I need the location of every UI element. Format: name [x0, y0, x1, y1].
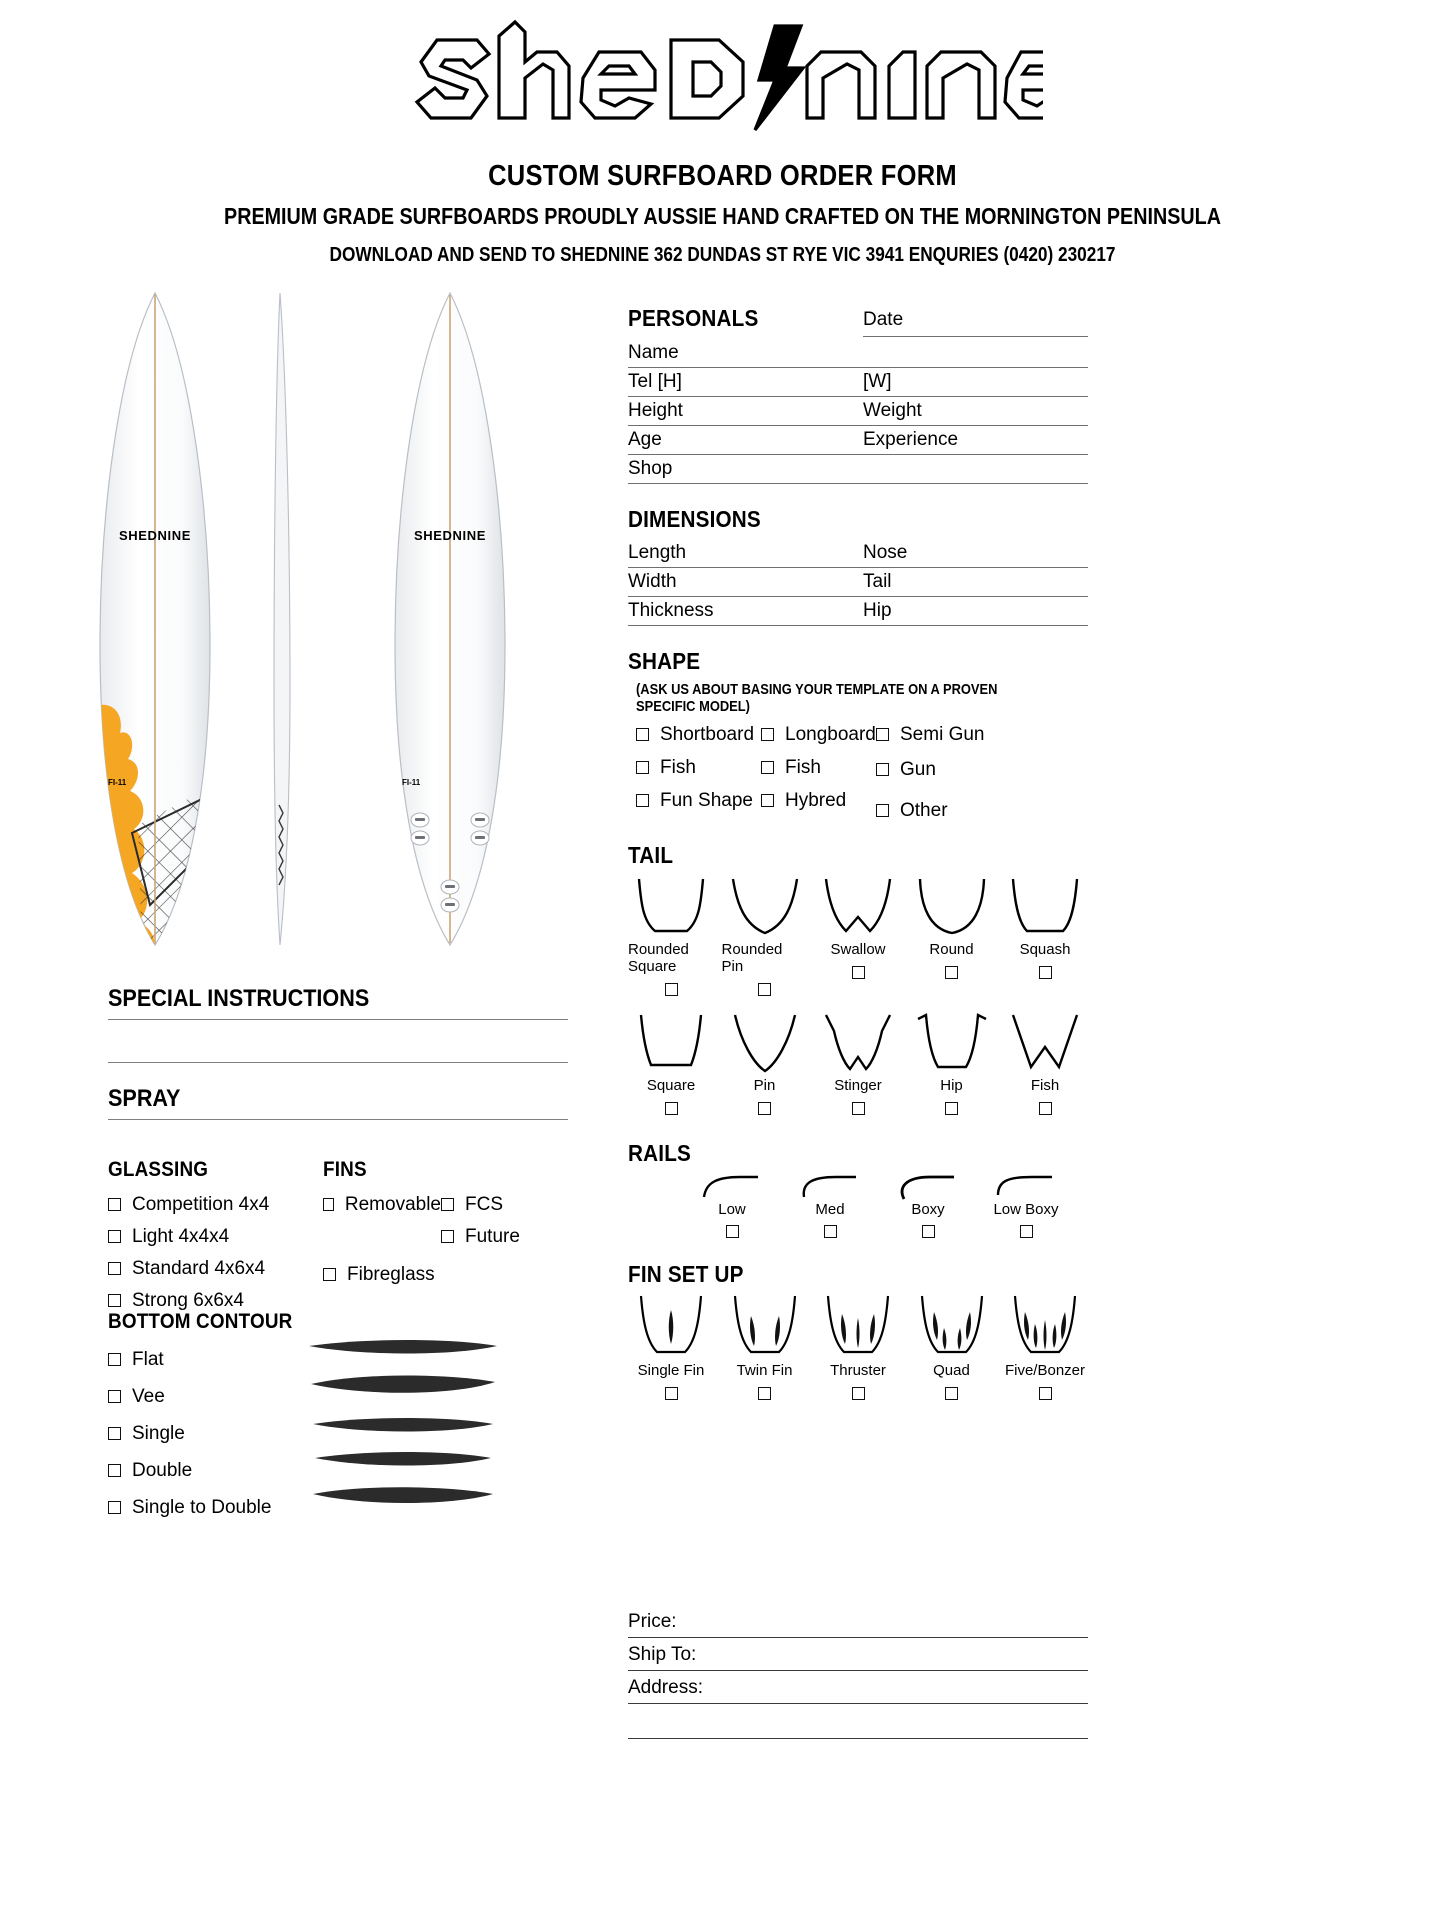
- field-label-left: Shop: [628, 458, 673, 479]
- field-row[interactable]: [628, 539, 1088, 568]
- checkbox-icon[interactable]: [876, 763, 889, 776]
- shape-heading: SHAPE: [628, 648, 701, 674]
- shape-option-semi-gun[interactable]: [876, 725, 996, 744]
- checkbox-icon[interactable]: [636, 728, 649, 741]
- rail-option-low[interactable]: [683, 1173, 781, 1241]
- page-title: CUSTOM SURFBOARD ORDER FORM: [488, 160, 957, 192]
- tail-hip-icon: [910, 1013, 994, 1075]
- field-label-right: Experience: [863, 429, 959, 450]
- option-label: Thruster: [830, 1362, 886, 1379]
- option-label: Competition 4x4: [132, 1194, 270, 1215]
- tail-option-round[interactable]: [909, 877, 995, 999]
- checkbox-icon[interactable]: [108, 1353, 121, 1366]
- glassing-options: [108, 1195, 323, 1310]
- glassing-option-light[interactable]: [108, 1227, 323, 1246]
- field-label-left: Age: [628, 429, 662, 450]
- option-label: Stinger: [834, 1077, 882, 1094]
- field-label-right: Weight: [863, 400, 922, 421]
- option-label: Rounded Square: [628, 941, 689, 975]
- checkbox-icon[interactable]: [876, 804, 889, 817]
- checkbox-icon[interactable]: [108, 1501, 121, 1514]
- option-label: Rounded Pin: [721, 941, 783, 975]
- field-row[interactable]: [628, 568, 1088, 597]
- checkbox-icon[interactable]: [852, 966, 865, 979]
- option-label: Flat: [132, 1349, 164, 1370]
- option-label: Fun Shape: [660, 790, 753, 811]
- fin-option-quad[interactable]: [909, 1294, 995, 1403]
- fin-option-thruster[interactable]: [815, 1294, 901, 1403]
- tail-option-stinger[interactable]: [815, 1013, 901, 1118]
- option-label: Squash: [1019, 941, 1071, 958]
- checkbox-icon[interactable]: [1039, 966, 1052, 979]
- checkbox-icon[interactable]: [441, 1230, 454, 1243]
- checkbox-icon[interactable]: [108, 1294, 121, 1307]
- checkbox-icon[interactable]: [761, 794, 774, 807]
- brand-logo: [0, 18, 1445, 138]
- personals-header: [628, 305, 1088, 339]
- personals-heading: PERSONALS: [628, 305, 759, 331]
- rail-option-med[interactable]: [781, 1173, 879, 1241]
- shape-column-2: [761, 725, 876, 820]
- option-label: Single: [132, 1423, 185, 1444]
- svg-text:SHEDNINE: SHEDNINE: [414, 528, 486, 543]
- option-label: Longboard: [785, 724, 876, 745]
- option-label: Removable: [344, 1194, 441, 1215]
- shape-column-1: [636, 725, 761, 820]
- option-label: Single to Double: [132, 1497, 272, 1518]
- spray-line[interactable]: [108, 1119, 568, 1120]
- rail-low-icon: [700, 1173, 764, 1203]
- fin-five-bonzer-icon: [1005, 1294, 1085, 1360]
- shape-option-shortboard[interactable]: [636, 725, 761, 744]
- option-label: Fish: [785, 757, 821, 778]
- svg-text:SHEDNINE: SHEDNINE: [119, 528, 191, 543]
- option-label: Quad: [933, 1362, 970, 1379]
- field-label-left: Tel [H]: [628, 371, 682, 392]
- fins-option-fcs[interactable]: [441, 1195, 531, 1214]
- glassing-option-strong[interactable]: [108, 1291, 323, 1310]
- option-label: Double: [132, 1460, 193, 1481]
- field-label-right: Tail: [863, 571, 892, 592]
- contour-single-to-double-icon: [313, 1487, 493, 1503]
- tail-round-icon: [910, 877, 994, 939]
- date-field[interactable]: [863, 309, 1088, 337]
- checkbox-icon[interactable]: [441, 1198, 454, 1211]
- shape-option-fun-shape[interactable]: [636, 791, 761, 810]
- field-label: Price:: [628, 1611, 677, 1632]
- fin-setup-heading: FIN SET UP: [628, 1261, 744, 1287]
- contour-double-icon: [315, 1452, 491, 1466]
- checkbox-icon[interactable]: [108, 1390, 121, 1403]
- field-label-left: Height: [628, 400, 683, 421]
- bottom-contour-section: [108, 1310, 578, 1517]
- option-label: Swallow: [830, 941, 886, 958]
- board-illustrations: [80, 285, 600, 960]
- field-label: Address:: [628, 1677, 703, 1698]
- address-field-line-2[interactable]: [628, 1704, 1088, 1739]
- tail-option-swallow[interactable]: [815, 877, 901, 999]
- checkbox-icon[interactable]: [108, 1427, 121, 1440]
- field-label-left: Width: [628, 571, 677, 592]
- option-label: Boxy: [911, 1201, 945, 1218]
- checkbox-icon[interactable]: [636, 761, 649, 774]
- option-label: FCS: [465, 1194, 503, 1215]
- option-label: Strong 6x6x4: [132, 1290, 244, 1311]
- tail-stinger-icon: [816, 1013, 900, 1075]
- left-lower-column: [108, 985, 568, 1310]
- option-label: Twin Fin: [736, 1362, 793, 1379]
- checkbox-icon[interactable]: [876, 728, 889, 741]
- rail-boxy-icon: [896, 1173, 960, 1203]
- checkbox-icon[interactable]: [108, 1464, 121, 1477]
- checkbox-icon[interactable]: [852, 1102, 865, 1115]
- checkbox-icon[interactable]: [665, 983, 678, 996]
- option-label: Fish: [1030, 1077, 1060, 1094]
- price-field[interactable]: [628, 1605, 1088, 1638]
- fin-option-twin-fin[interactable]: [722, 1294, 808, 1403]
- tail-option-pin[interactable]: [722, 1013, 808, 1118]
- right-column: [628, 305, 1088, 1403]
- checkbox-icon[interactable]: [323, 1198, 334, 1211]
- contour-single-icon: [313, 1418, 493, 1432]
- tail-rounded-pin-icon: [723, 877, 807, 939]
- footer-fields: [628, 1605, 1088, 1739]
- option-label: Low: [718, 1201, 746, 1218]
- fins-heading: FINS: [323, 1158, 367, 1181]
- dimensions-rows: [628, 539, 1088, 626]
- option-label: Future: [465, 1226, 520, 1247]
- rail-low-boxy-icon: [994, 1173, 1058, 1203]
- date-rule: [863, 336, 1088, 337]
- field-row[interactable]: [628, 397, 1088, 426]
- fin-option-five-bonzer[interactable]: [1002, 1294, 1088, 1403]
- fin-single-icon: [631, 1294, 711, 1360]
- glassing-section: [108, 1158, 323, 1310]
- glassing-heading: GLASSING: [108, 1158, 209, 1181]
- option-label: Med: [815, 1201, 845, 1218]
- checkbox-icon[interactable]: [758, 1387, 771, 1400]
- fins-option-fibreglass[interactable]: [323, 1265, 441, 1284]
- bottom-contour-heading: BOTTOM CONTOUR: [108, 1310, 293, 1333]
- contour-diagrams: [303, 1338, 503, 1523]
- checkbox-icon[interactable]: [945, 1102, 958, 1115]
- shape-option-fish-1[interactable]: [636, 758, 761, 777]
- special-instructions-line-2[interactable]: [108, 1062, 568, 1063]
- contour-vee-icon: [311, 1376, 495, 1393]
- checkbox-icon[interactable]: [323, 1268, 336, 1281]
- option-label: Light 4x4x4: [132, 1226, 230, 1247]
- board-bottom-view: [395, 293, 505, 945]
- fin-option-single-fin[interactable]: [628, 1294, 714, 1403]
- rail-med-icon: [798, 1173, 862, 1203]
- glassing-option-competition[interactable]: [108, 1195, 323, 1214]
- tail-rounded-square-icon: [629, 877, 713, 939]
- checkbox-icon[interactable]: [636, 794, 649, 807]
- field-label-left: Thickness: [628, 600, 714, 621]
- checkbox-icon[interactable]: [108, 1262, 121, 1275]
- option-label: Low Boxy: [993, 1201, 1059, 1218]
- tail-squash-icon: [1003, 877, 1087, 939]
- spray-heading: SPRAY: [108, 1085, 181, 1112]
- shape-option-other[interactable]: [876, 801, 996, 820]
- checkbox-icon[interactable]: [1039, 1387, 1052, 1400]
- tail-option-hip[interactable]: [909, 1013, 995, 1118]
- option-label: Pin: [753, 1077, 776, 1094]
- personals-rows: [628, 339, 1088, 484]
- field-row[interactable]: [628, 368, 1088, 397]
- fins-option-removable[interactable]: [323, 1195, 441, 1214]
- field-label-right: Hip: [863, 600, 892, 621]
- board-deck-view: [100, 293, 215, 957]
- board-rail-view: [274, 293, 290, 945]
- field-row[interactable]: [628, 597, 1088, 626]
- checkbox-icon[interactable]: [108, 1230, 121, 1243]
- checkbox-icon[interactable]: [1020, 1225, 1033, 1238]
- dimensions-heading: DIMENSIONS: [628, 506, 761, 532]
- rails-options: [683, 1173, 1088, 1241]
- fin-setup-options: [628, 1294, 1088, 1403]
- field-row[interactable]: [628, 339, 1088, 368]
- fin-quad-icon: [912, 1294, 992, 1360]
- tail-fish-icon: [1003, 1013, 1087, 1075]
- ship-to-field[interactable]: [628, 1638, 1088, 1671]
- fins-section: [323, 1158, 568, 1310]
- tail-swallow-icon: [816, 877, 900, 939]
- option-label: Standard 4x6x4: [132, 1258, 266, 1279]
- option-label: Other: [900, 800, 948, 821]
- option-label: Hip: [940, 1077, 963, 1094]
- checkbox-icon[interactable]: [852, 1387, 865, 1400]
- shape-note: (ASK US ABOUT BASING YOUR TEMPLATE ON A PROVEN SPECIFIC MODEL): [636, 681, 998, 715]
- tail-pin-icon: [723, 1013, 807, 1075]
- field-row[interactable]: [628, 426, 1088, 455]
- checkbox-icon[interactable]: [108, 1198, 121, 1211]
- glassing-option-standard[interactable]: [108, 1259, 323, 1278]
- contact-line: DOWNLOAD AND SEND TO SHEDNINE 362 DUNDAS ST RYE VIC 3941 ENQURIES (0420) 230217: [329, 243, 1116, 266]
- option-label: Single Fin: [637, 1362, 705, 1379]
- option-label: Five/Bonzer: [1004, 1362, 1086, 1379]
- checkbox-icon[interactable]: [726, 1225, 739, 1238]
- svg-text:FI-11: FI-11: [402, 778, 421, 787]
- shape-option-hybred[interactable]: [761, 791, 876, 810]
- option-label: Vee: [132, 1386, 165, 1407]
- tail-square-icon: [629, 1013, 713, 1075]
- fins-option-future[interactable]: [441, 1227, 531, 1246]
- shape-option-longboard[interactable]: [761, 725, 876, 744]
- tail-row-2: [628, 1013, 1088, 1118]
- svg-text:FI-11: FI-11: [108, 778, 127, 787]
- field-label-right: [W]: [863, 371, 892, 392]
- address-field[interactable]: [628, 1671, 1088, 1704]
- option-label: Fibreglass: [347, 1264, 435, 1285]
- tagline: PREMIUM GRADE SURFBOARDS PROUDLY AUSSIE HAND CRAFTED ON THE MORNINGTON PENINSULA: [224, 203, 1221, 229]
- option-label: Square: [646, 1077, 696, 1094]
- tail-option-rounded-square[interactable]: [628, 877, 714, 999]
- checkbox-icon[interactable]: [758, 983, 771, 996]
- checkbox-icon[interactable]: [758, 1102, 771, 1115]
- field-label: Ship To:: [628, 1644, 697, 1665]
- date-label: Date: [863, 309, 904, 330]
- shape-option-gun[interactable]: [876, 760, 996, 779]
- tail-heading: TAIL: [628, 842, 674, 868]
- field-label-right: Nose: [863, 542, 908, 563]
- checkbox-icon[interactable]: [945, 966, 958, 979]
- option-label: Round: [929, 941, 974, 958]
- tail-option-squash[interactable]: [1002, 877, 1088, 999]
- fin-thruster-icon: [818, 1294, 898, 1360]
- option-label: Fish: [660, 757, 696, 778]
- special-instructions-heading: SPECIAL INSTRUCTIONS: [108, 985, 370, 1012]
- checkbox-icon[interactable]: [824, 1225, 837, 1238]
- checkbox-icon[interactable]: [665, 1387, 678, 1400]
- tail-option-square[interactable]: [628, 1013, 714, 1118]
- field-label-left: Length: [628, 542, 687, 563]
- checkbox-icon[interactable]: [761, 761, 774, 774]
- checkbox-icon[interactable]: [922, 1225, 935, 1238]
- tail-row-1: [628, 877, 1088, 999]
- option-label: Shortboard: [660, 724, 755, 745]
- rails-heading: RAILS: [628, 1140, 691, 1166]
- shape-column-3: [876, 725, 996, 820]
- option-label: Gun: [900, 759, 936, 780]
- tail-option-fish[interactable]: [1002, 1013, 1088, 1118]
- rail-option-low-boxy[interactable]: [977, 1173, 1075, 1241]
- field-label-left: Name: [628, 342, 679, 363]
- field-row[interactable]: [628, 455, 1088, 484]
- shape-options: [636, 725, 1088, 820]
- contour-flat-icon: [309, 1340, 497, 1354]
- checkbox-icon[interactable]: [1039, 1102, 1052, 1115]
- option-label: Hybred: [785, 790, 847, 811]
- tail-option-rounded-pin[interactable]: [722, 877, 808, 999]
- checkbox-icon[interactable]: [945, 1387, 958, 1400]
- checkbox-icon[interactable]: [665, 1102, 678, 1115]
- fin-twin-icon: [725, 1294, 805, 1360]
- checkbox-icon[interactable]: [761, 728, 774, 741]
- option-label: Semi Gun: [900, 724, 985, 745]
- shape-option-fish-2[interactable]: [761, 758, 876, 777]
- rail-option-boxy[interactable]: [879, 1173, 977, 1241]
